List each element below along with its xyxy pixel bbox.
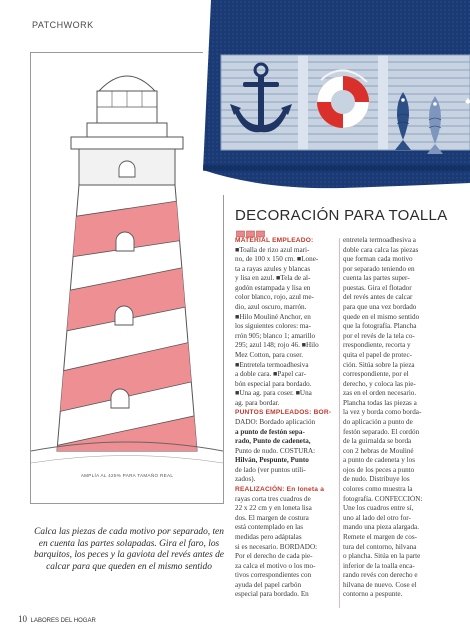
article-title: DECORACIÓN PARA TOALLA	[235, 207, 448, 224]
article-line: ojos de los peces a punto	[343, 465, 415, 474]
article-line: rrón 905; blanco 1; amarillo	[235, 331, 316, 340]
article-line: por el revés de la tela co-	[343, 331, 415, 340]
article-line: tivos correspondientes con	[235, 571, 312, 580]
article-line: o plancha. Sitúa en la parte	[343, 552, 421, 561]
article-line: rando revés con derecho e	[343, 571, 418, 580]
article-line: los siguientes colores: ma-	[235, 322, 311, 331]
article-line: ag. para bordar.	[235, 398, 280, 407]
article-line: correspondiente, por el	[343, 370, 409, 379]
article-line: especial para bordado. En	[235, 590, 309, 599]
article-line: MATERIAL EMPLEADO:	[235, 237, 314, 244]
article-line: ayuda del papel carbón	[235, 580, 302, 589]
article-line: Une los cuadros entre sí,	[343, 504, 414, 513]
article-line: rayas corta tres cuadros de	[235, 494, 311, 503]
article-line: rrespondiente, recorta y	[343, 341, 411, 350]
article-line: godón estampada y lisa en	[235, 283, 311, 292]
article-line: de nudo. Distribuye los	[343, 475, 410, 484]
article-line: Plancha todas las piezas a	[343, 398, 417, 407]
article-line: festón separado. El cordón	[343, 427, 420, 436]
article-line: cuenta las partes super-	[343, 274, 410, 283]
article-line: do aplicación a punto de	[343, 417, 413, 426]
article-line: está contemplado en las	[235, 523, 304, 532]
article-line: quede en el mismo sentido	[343, 312, 420, 321]
page-footer	[18, 614, 96, 624]
article-line: DADO: Bordado aplicación	[235, 417, 316, 426]
article-line: medidas pero adáptalas	[235, 532, 302, 541]
article-line: de lado (ver puntos utili-	[235, 465, 306, 474]
article-line: Mez Cotton, para coser.	[235, 350, 304, 359]
article-line: del revés antes de calcar	[343, 293, 413, 302]
article-line: con 2 hebras de Mouliné	[343, 446, 414, 455]
article-line: za calca el motivo o los mo-	[235, 561, 316, 570]
article-line: ción. Sitúa sobre la pieza	[343, 360, 415, 369]
article-line: doble cara calca las piezas	[343, 245, 419, 254]
article-line: dio, azul oscuro, marrón.	[235, 303, 307, 312]
article-line: REALIZACIÓN: En loneta a	[235, 486, 325, 494]
article-line: color blanco, rojo, azul me-	[235, 293, 314, 302]
article-line: dos. El margen de costura	[235, 513, 309, 522]
article-line: no, de 100 x 150 cm. ■Lone-	[235, 255, 319, 264]
lighthouse-drawing	[31, 53, 223, 503]
article-line: contorno a pespunte.	[343, 590, 403, 599]
article-line: uno al lado del otro for-	[343, 513, 411, 522]
article-line: que la fotografía. Plancha	[343, 322, 417, 331]
article-line: y lisa en azul. ■Tela de al-	[235, 274, 311, 283]
article-line: Remete el margen de cos-	[343, 532, 418, 541]
article-line: colores como muestra la	[343, 485, 413, 494]
magazine-name: LABORES DEL HOGAR	[30, 618, 96, 624]
article-line: puestas. Gira el flotador	[343, 283, 412, 292]
article-line: a punto de festón sepa-	[235, 427, 305, 436]
article-line: la vez y borda como borda-	[343, 408, 422, 417]
article-line: Hilván, Pespunte, Punto	[235, 456, 309, 465]
article-line: hilvana de nuevo. Cose el	[343, 580, 417, 589]
article-line: zas en el orden necesario.	[343, 389, 417, 398]
article-line: Punto de nudo. COSTURA:	[235, 446, 316, 455]
article-line: a punto de cadeneta y los	[343, 456, 415, 465]
article-line: ■Hilo Mouliné Anchor, en	[235, 312, 311, 321]
article-line: 295; azul 148; rojo 46. ■Hilo	[235, 341, 319, 350]
article-line: fotografía. CONFECCIÓN:	[343, 494, 423, 503]
article-line: bón especial para bordado.	[235, 379, 312, 388]
article-line: mando una pieza alargada.	[343, 523, 419, 532]
lighthouse-pattern	[30, 52, 224, 504]
towel-photo	[203, 0, 470, 195]
article-line: ■Entretela termoadhesiva	[235, 360, 309, 369]
article-line: tura del contorno, hilvana	[343, 542, 417, 551]
article-column-1	[235, 236, 341, 600]
towel-illustration	[203, 0, 470, 195]
page-number: 10	[18, 614, 27, 624]
article-line: ta a rayas azules y blancas	[235, 264, 311, 273]
scale-note: AMPLÍA AL 425% PARA TAMAÑO REAL	[80, 473, 174, 478]
article-line: derecho, y coloca las pie-	[343, 379, 416, 388]
article-line: para que una vez bordado	[343, 303, 417, 312]
article-line: 22 x 22 cm y en loneta lisa	[235, 504, 312, 513]
section-label: PATCHWORK	[32, 20, 94, 30]
article-line: ■Toalla de rizo azul mari-	[235, 245, 310, 254]
article-line: zados).	[235, 475, 256, 484]
article-line: si es necesario. BORDADO:	[235, 542, 318, 551]
article-line: de la guirnalda se borda	[343, 437, 412, 446]
article-line: a doble cara. ■Papel car-	[235, 370, 306, 379]
article-line: quita el papel de protec-	[343, 350, 412, 359]
article-line: PUNTOS EMPLEADOS: BOR-	[235, 409, 332, 417]
article-line: inferior de la toalla enca-	[343, 561, 415, 570]
article-line: que forman cada motivo	[343, 255, 413, 264]
article-line: rado, Punto de cadeneta,	[235, 437, 311, 446]
article-line: Por el derecho de cada pie-	[235, 552, 313, 561]
article-line: ■Una ag. para coser. ■Una	[235, 389, 312, 398]
article-column-2	[343, 236, 449, 600]
article-line: por separado teniendo en	[343, 264, 415, 273]
pattern-caption: Calca las piezas de cada motivo por separado, ten en cuenta las partes solapadas. Gira el faro, los barquitos, los peces y la gaviota del revés antes de calcar para que queden en el mismo sentido	[34, 527, 224, 572]
article-line: entretela termoadhesiva a	[343, 236, 416, 244]
